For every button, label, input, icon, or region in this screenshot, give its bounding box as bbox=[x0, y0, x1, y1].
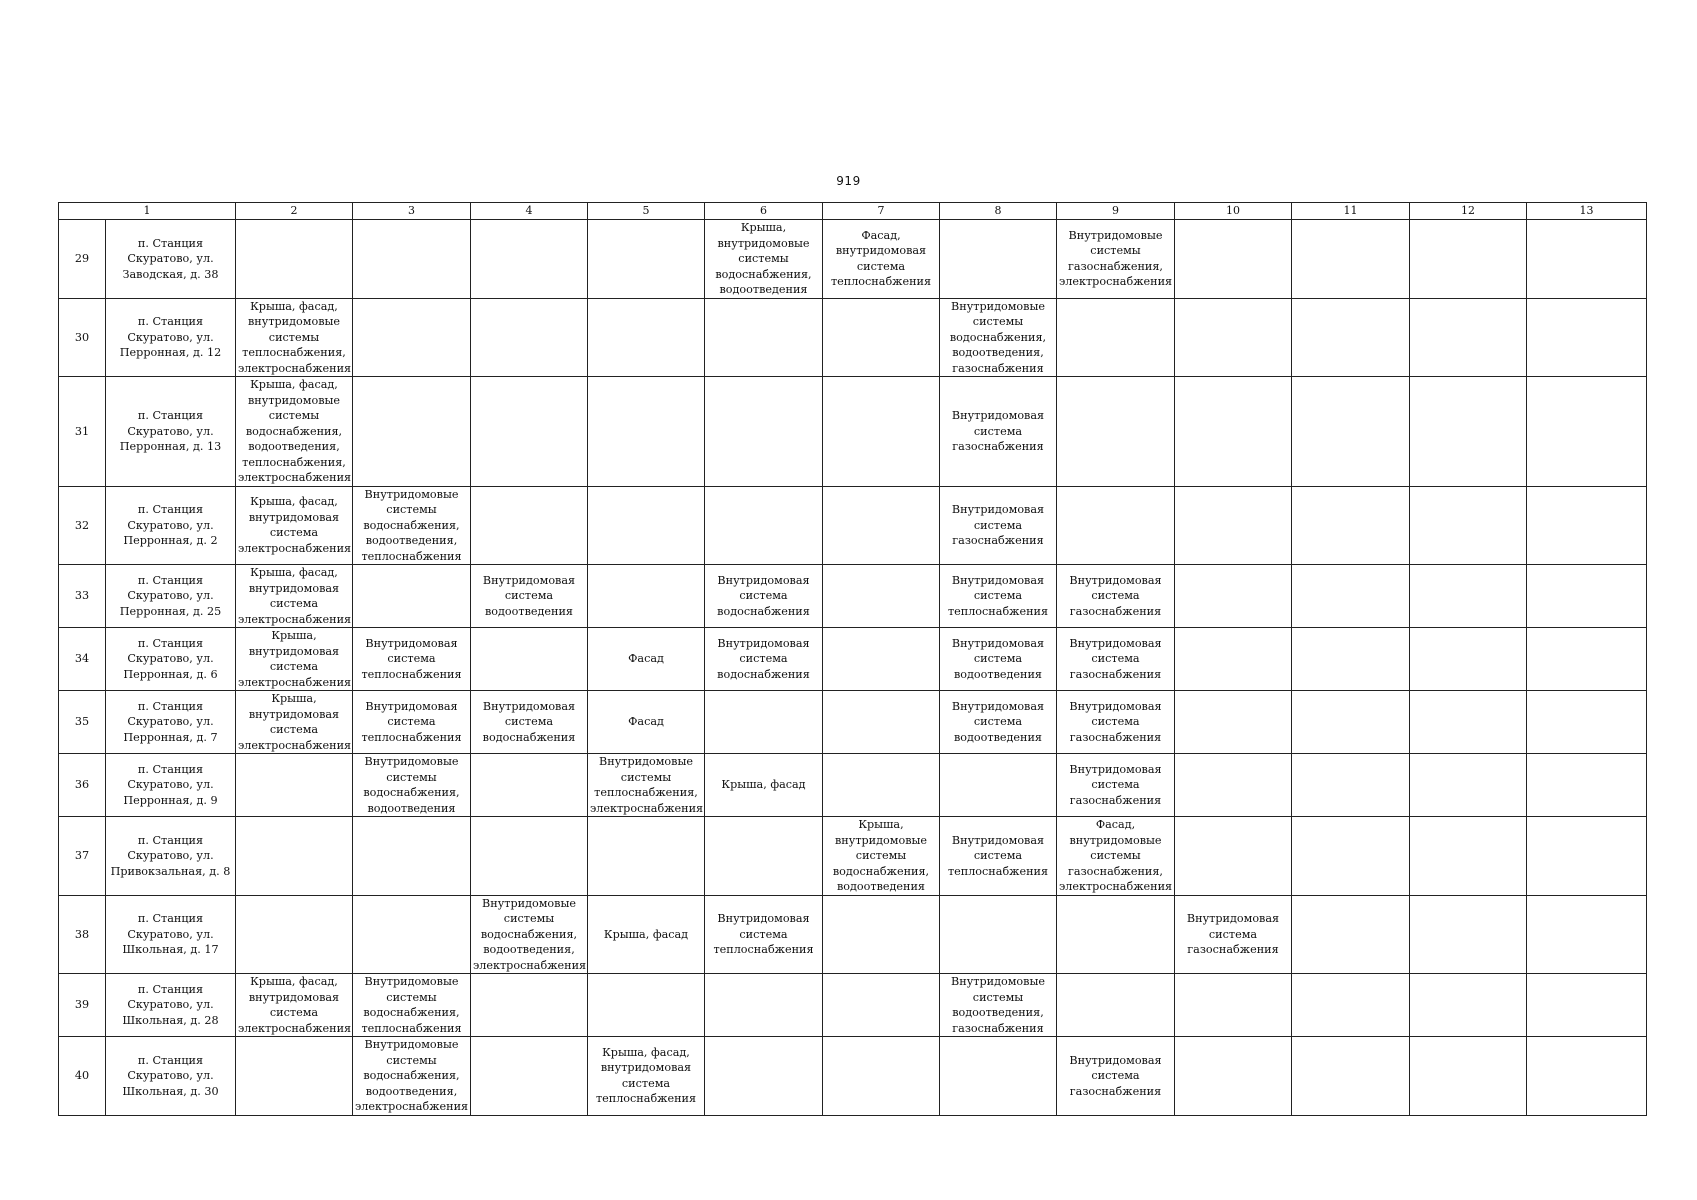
address-cell: п. Станция Скуратово, ул. Привокзальная, д. 8 bbox=[106, 817, 236, 896]
work-cell bbox=[1292, 754, 1410, 817]
table-row bbox=[59, 565, 1647, 628]
row-number: 35 bbox=[59, 691, 106, 754]
work-cell: Внутридомовая система теплоснабжения bbox=[705, 895, 823, 974]
work-cell bbox=[236, 817, 353, 896]
work-cell: Крыша, фасад bbox=[588, 895, 705, 974]
work-cell: Внутридомовая система газоснабжения bbox=[940, 486, 1057, 565]
row-number: 30 bbox=[59, 298, 106, 377]
work-cell: Внутридомовая система газоснабжения bbox=[1057, 754, 1175, 817]
work-cell bbox=[1057, 895, 1175, 974]
work-cell bbox=[705, 298, 823, 377]
address-cell: п. Станция Скуратово, ул. Перронная, д. 6 bbox=[106, 628, 236, 691]
work-cell bbox=[471, 486, 588, 565]
repair-schedule-table bbox=[58, 202, 1647, 1116]
work-cell: Внутридомовая система водоснабжения bbox=[471, 691, 588, 754]
row-number: 40 bbox=[59, 1037, 106, 1116]
work-cell bbox=[1175, 377, 1292, 487]
work-cell bbox=[1175, 974, 1292, 1037]
work-cell bbox=[1410, 1037, 1527, 1116]
work-cell bbox=[1292, 974, 1410, 1037]
address-cell: п. Станция Скуратово, ул. Школьная, д. 28 bbox=[106, 974, 236, 1037]
work-cell: Крыша, фасад, внутридомовая система электроснабжения bbox=[236, 486, 353, 565]
work-cell bbox=[471, 754, 588, 817]
column-header: 2 bbox=[236, 203, 353, 220]
work-cell bbox=[588, 817, 705, 896]
work-cell bbox=[588, 377, 705, 487]
work-cell: Внутридомовая система водоотведения bbox=[471, 565, 588, 628]
table-row bbox=[59, 298, 1647, 377]
work-cell: Фасад, внутридомовые системы газоснабжения, электроснабжения bbox=[1057, 817, 1175, 896]
column-header: 13 bbox=[1527, 203, 1647, 220]
work-cell: Крыша, фасад, внутридомовые системы теплоснабжения, электроснабжения bbox=[236, 298, 353, 377]
address-cell: п. Станция Скуратово, ул. Школьная, д. 30 bbox=[106, 1037, 236, 1116]
column-header: 6 bbox=[705, 203, 823, 220]
work-cell bbox=[353, 817, 471, 896]
work-cell bbox=[1527, 754, 1647, 817]
work-cell: Внутридомовые системы теплоснабжения, электроснабжения bbox=[588, 754, 705, 817]
work-cell bbox=[353, 895, 471, 974]
address-cell: п. Станция Скуратово, ул. Перронная, д. 25 bbox=[106, 565, 236, 628]
work-cell bbox=[588, 974, 705, 1037]
work-cell bbox=[940, 1037, 1057, 1116]
work-cell: Внутридомовая система газоснабжения bbox=[1175, 895, 1292, 974]
work-cell bbox=[353, 377, 471, 487]
work-cell bbox=[1410, 486, 1527, 565]
work-cell: Внутридомовая система водоотведения bbox=[940, 628, 1057, 691]
work-cell bbox=[1292, 565, 1410, 628]
work-cell bbox=[1527, 565, 1647, 628]
table-row bbox=[59, 974, 1647, 1037]
work-cell bbox=[1292, 895, 1410, 974]
work-cell bbox=[1057, 377, 1175, 487]
work-cell bbox=[353, 565, 471, 628]
work-cell bbox=[823, 377, 940, 487]
work-cell: Фасад bbox=[588, 691, 705, 754]
row-number: 39 bbox=[59, 974, 106, 1037]
work-cell bbox=[1175, 1037, 1292, 1116]
address-cell: п. Станция Скуратово, ул. Заводская, д. 38 bbox=[106, 220, 236, 299]
work-cell: Внутридомовые системы водоснабжения, водоотведения bbox=[353, 754, 471, 817]
row-number: 33 bbox=[59, 565, 106, 628]
work-cell bbox=[705, 1037, 823, 1116]
row-number: 32 bbox=[59, 486, 106, 565]
address-cell: п. Станция Скуратово, ул. Перронная, д. 2 bbox=[106, 486, 236, 565]
work-cell: Крыша, фасад, внутридомовые системы водоснабжения, водоотведения, теплоснабжения, электроснабжения bbox=[236, 377, 353, 487]
column-header: 10 bbox=[1175, 203, 1292, 220]
column-header: 5 bbox=[588, 203, 705, 220]
work-cell bbox=[705, 691, 823, 754]
work-cell bbox=[705, 817, 823, 896]
work-cell bbox=[823, 691, 940, 754]
work-cell bbox=[236, 1037, 353, 1116]
table-row bbox=[59, 1037, 1647, 1116]
work-cell bbox=[705, 377, 823, 487]
work-cell bbox=[1410, 628, 1527, 691]
work-cell bbox=[1410, 754, 1527, 817]
work-cell bbox=[823, 1037, 940, 1116]
work-cell bbox=[1292, 1037, 1410, 1116]
table-row bbox=[59, 754, 1647, 817]
work-cell bbox=[705, 486, 823, 565]
work-cell bbox=[471, 298, 588, 377]
work-cell bbox=[588, 298, 705, 377]
work-cell: Внутридомовая система газоснабжения bbox=[1057, 628, 1175, 691]
work-cell bbox=[823, 974, 940, 1037]
work-cell bbox=[823, 754, 940, 817]
work-cell bbox=[1175, 691, 1292, 754]
row-number: 37 bbox=[59, 817, 106, 896]
work-cell bbox=[940, 754, 1057, 817]
work-cell bbox=[823, 565, 940, 628]
work-cell bbox=[1527, 377, 1647, 487]
work-cell bbox=[1057, 486, 1175, 565]
work-cell bbox=[705, 974, 823, 1037]
work-cell bbox=[471, 220, 588, 299]
work-cell bbox=[1057, 974, 1175, 1037]
work-cell bbox=[471, 817, 588, 896]
table-row bbox=[59, 817, 1647, 896]
column-header: 9 bbox=[1057, 203, 1175, 220]
work-cell bbox=[353, 220, 471, 299]
row-number: 38 bbox=[59, 895, 106, 974]
work-cell bbox=[1410, 895, 1527, 974]
work-cell: Крыша, фасад bbox=[705, 754, 823, 817]
work-cell bbox=[1410, 220, 1527, 299]
work-cell bbox=[1057, 298, 1175, 377]
row-number: 36 bbox=[59, 754, 106, 817]
work-cell bbox=[823, 298, 940, 377]
work-cell bbox=[823, 628, 940, 691]
work-cell bbox=[1292, 377, 1410, 487]
work-cell bbox=[1175, 628, 1292, 691]
column-header: 3 bbox=[353, 203, 471, 220]
work-cell: Внутридомовая система газоснабжения bbox=[1057, 1037, 1175, 1116]
work-cell bbox=[1527, 895, 1647, 974]
page-number: 919 bbox=[836, 174, 861, 188]
column-header: 8 bbox=[940, 203, 1057, 220]
work-cell bbox=[1410, 377, 1527, 487]
work-cell bbox=[1292, 486, 1410, 565]
work-cell bbox=[588, 220, 705, 299]
work-cell: Крыша, внутридомовая система электроснабжения bbox=[236, 691, 353, 754]
work-cell: Внутридомовая система газоснабжения bbox=[1057, 565, 1175, 628]
work-cell bbox=[1410, 565, 1527, 628]
row-number: 29 bbox=[59, 220, 106, 299]
work-cell bbox=[1292, 691, 1410, 754]
work-cell: Внутридомовая система теплоснабжения bbox=[940, 817, 1057, 896]
work-cell bbox=[1292, 628, 1410, 691]
table-row bbox=[59, 220, 1647, 299]
work-cell: Крыша, фасад, внутридомовая система электроснабжения bbox=[236, 974, 353, 1037]
work-cell bbox=[1175, 754, 1292, 817]
address-cell: п. Станция Скуратово, ул. Перронная, д. 9 bbox=[106, 754, 236, 817]
address-cell: п. Станция Скуратово, ул. Перронная, д. 12 bbox=[106, 298, 236, 377]
table-row bbox=[59, 691, 1647, 754]
column-header: 1 bbox=[59, 203, 236, 220]
address-cell: п. Станция Скуратово, ул. Перронная, д. 7 bbox=[106, 691, 236, 754]
work-cell bbox=[1527, 1037, 1647, 1116]
work-cell bbox=[823, 895, 940, 974]
work-cell: Внутридомовая система газоснабжения bbox=[1057, 691, 1175, 754]
work-cell bbox=[1527, 974, 1647, 1037]
work-cell: Внутридомовые системы водоснабжения, теплоснабжения bbox=[353, 974, 471, 1037]
work-cell bbox=[471, 628, 588, 691]
work-cell bbox=[1527, 298, 1647, 377]
work-cell bbox=[1410, 691, 1527, 754]
work-cell: Крыша, внутридомовые системы водоснабжения, водоотведения bbox=[823, 817, 940, 896]
address-cell: п. Станция Скуратово, ул. Перронная, д. 13 bbox=[106, 377, 236, 487]
work-cell: Внутридомовые системы водоотведения, газоснабжения bbox=[940, 974, 1057, 1037]
work-cell bbox=[1175, 817, 1292, 896]
work-cell bbox=[471, 377, 588, 487]
work-cell bbox=[1527, 486, 1647, 565]
work-cell bbox=[588, 565, 705, 628]
work-cell bbox=[1410, 298, 1527, 377]
column-header: 7 bbox=[823, 203, 940, 220]
work-cell bbox=[588, 486, 705, 565]
work-cell bbox=[1175, 565, 1292, 628]
work-cell: Внутридомовая система водоснабжения bbox=[705, 628, 823, 691]
work-cell: Внутридомовая система газоснабжения bbox=[940, 377, 1057, 487]
work-cell: Фасад bbox=[588, 628, 705, 691]
address-cell: п. Станция Скуратово, ул. Школьная, д. 17 bbox=[106, 895, 236, 974]
work-cell bbox=[1175, 220, 1292, 299]
work-cell: Внутридомовые системы водоснабжения, водоотведения, электроснабжения bbox=[471, 895, 588, 974]
work-cell bbox=[471, 1037, 588, 1116]
work-cell: Внутридомовая система водоотведения bbox=[940, 691, 1057, 754]
work-cell bbox=[353, 298, 471, 377]
work-cell bbox=[1527, 220, 1647, 299]
work-cell: Внутридомовая система теплоснабжения bbox=[353, 691, 471, 754]
work-cell bbox=[940, 895, 1057, 974]
work-cell bbox=[1292, 220, 1410, 299]
row-number: 31 bbox=[59, 377, 106, 487]
work-cell: Крыша, фасад, внутридомовая система электроснабжения bbox=[236, 565, 353, 628]
work-cell: Внутридомовая система теплоснабжения bbox=[353, 628, 471, 691]
work-cell: Крыша, внутридомовые системы водоснабжения, водоотведения bbox=[705, 220, 823, 299]
work-cell bbox=[1175, 298, 1292, 377]
work-cell bbox=[1410, 817, 1527, 896]
row-number: 34 bbox=[59, 628, 106, 691]
work-cell bbox=[1292, 817, 1410, 896]
column-header: 12 bbox=[1410, 203, 1527, 220]
table-row bbox=[59, 377, 1647, 487]
table-row bbox=[59, 895, 1647, 974]
work-cell: Внутридомовые системы водоснабжения, водоотведения, газоснабжения bbox=[940, 298, 1057, 377]
work-cell bbox=[1292, 298, 1410, 377]
table-row bbox=[59, 486, 1647, 565]
work-cell: Внутридомовая система водоснабжения bbox=[705, 565, 823, 628]
work-cell bbox=[236, 895, 353, 974]
work-cell bbox=[940, 220, 1057, 299]
column-header: 4 bbox=[471, 203, 588, 220]
work-cell bbox=[1175, 486, 1292, 565]
column-header: 11 bbox=[1292, 203, 1410, 220]
work-cell bbox=[1527, 817, 1647, 896]
work-cell bbox=[236, 220, 353, 299]
work-cell bbox=[236, 754, 353, 817]
work-cell: Внутридомовые системы водоснабжения, водоотведения, теплоснабжения bbox=[353, 486, 471, 565]
work-cell: Фасад, внутридомовая система теплоснабжения bbox=[823, 220, 940, 299]
work-cell: Крыша, внутридомовая система электроснабжения bbox=[236, 628, 353, 691]
work-cell: Крыша, фасад, внутридомовая система теплоснабжения bbox=[588, 1037, 705, 1116]
work-cell bbox=[1527, 691, 1647, 754]
work-cell: Внутридомовые системы водоснабжения, водоотведения, электроснабжения bbox=[353, 1037, 471, 1116]
work-cell: Внутридомовые системы газоснабжения, электроснабжения bbox=[1057, 220, 1175, 299]
column-header-row bbox=[59, 203, 1647, 220]
work-cell bbox=[1410, 974, 1527, 1037]
table-row bbox=[59, 628, 1647, 691]
work-cell bbox=[1527, 628, 1647, 691]
work-cell: Внутридомовая система теплоснабжения bbox=[940, 565, 1057, 628]
work-cell bbox=[823, 486, 940, 565]
work-cell bbox=[471, 974, 588, 1037]
